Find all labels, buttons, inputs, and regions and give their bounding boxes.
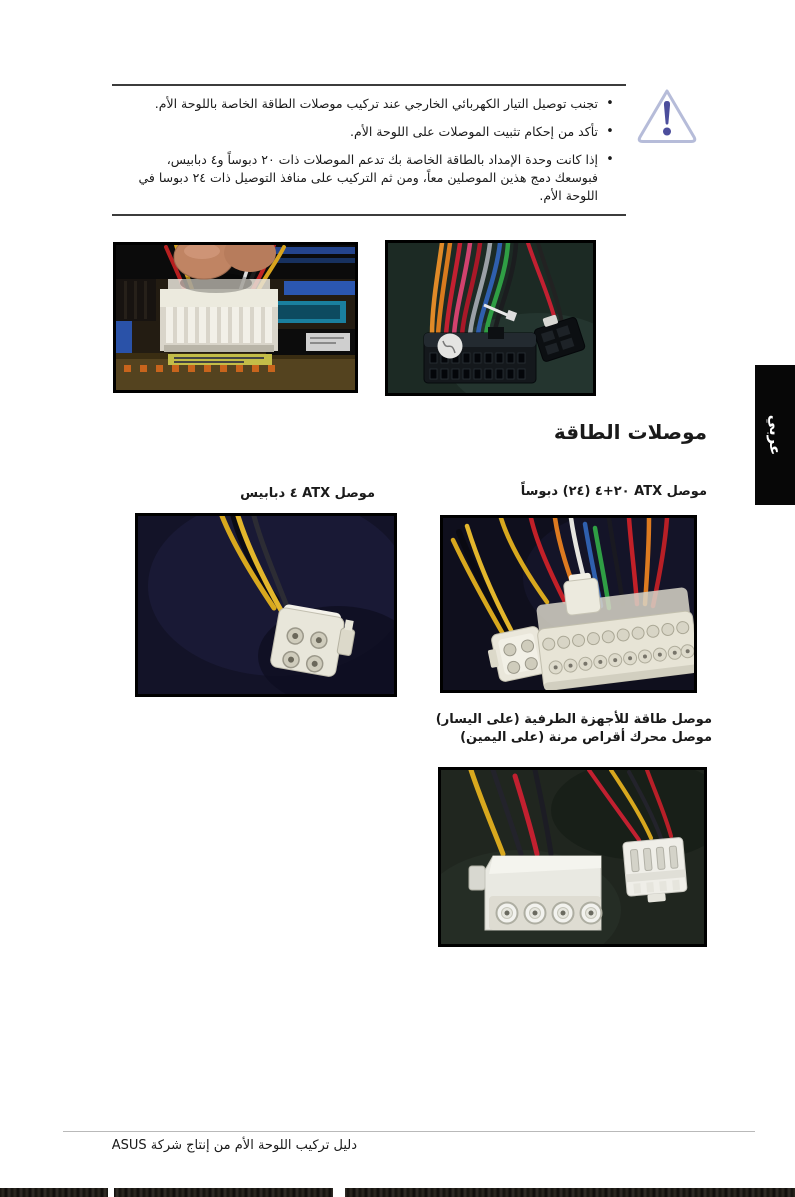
caption-line-2: موصل محرك أقراص مرنة (على اليمين) — [460, 730, 712, 745]
caption-line-1: موصل طاقة للأجهزة الطرفية (على اليسار) — [435, 712, 712, 727]
caution-text: تجنب توصيل التيار الكهربائي الخارجي عند تركيب موصلات الطاقة الخاصة باللوحة الأم. — [154, 96, 598, 111]
photo-20pin-4pin-black-connectors — [385, 240, 596, 396]
label-atx-24pin: موصل ATX ٢٠+٤ (٢٤) دبوساً — [520, 484, 707, 499]
caution-text: إذا كانت وحدة الإمداد بالطاقة الخاصة بك تدعم الموصلات ذات ٢٠ دبوساً و٤ دبابيس، فبوسعك دمج هذين الموصلين معاً، ومن ثم التركيب على منافذ التوصيل ذات ٢٤ دبوسا في اللوحة الأم. — [138, 152, 598, 203]
caution-bullet — [122, 123, 622, 141]
caution-bullet — [122, 151, 622, 205]
photo-peripheral-floppy-connectors — [438, 767, 707, 947]
exclamation-triangle-icon — [634, 86, 700, 152]
section-title: موصلات الطاقة — [553, 420, 707, 444]
caution-bullet — [122, 95, 622, 113]
scan-edge-gap — [108, 1188, 114, 1197]
bullet-glyph: • — [606, 152, 614, 167]
bullet-glyph: • — [606, 96, 614, 111]
peripheral-connector-caption — [430, 711, 712, 747]
language-tab — [755, 365, 795, 505]
label-atx-4pin: موصل ATX ٤ دبابيس — [240, 486, 375, 501]
page-bottom-scan-edge — [0, 1188, 795, 1197]
footer-rule — [63, 1131, 755, 1132]
language-tab-label: عربي — [766, 414, 785, 456]
caution-rule-bottom — [112, 214, 626, 216]
photo-atx-20plus4-connector — [440, 515, 697, 693]
caution-box — [112, 84, 626, 216]
bullet-glyph: • — [606, 124, 614, 139]
scan-edge-gap — [333, 1188, 345, 1197]
photo-atx-connector-installation — [113, 242, 358, 393]
footer-text: دليل تركيب اللوحة الأم من إنتاج شركة ASUS — [111, 1138, 357, 1153]
caution-text: تأكد من إحكام تثبيت الموصلات على اللوحة الأم. — [350, 124, 598, 139]
photo-atx-4pin-connector — [135, 513, 397, 697]
